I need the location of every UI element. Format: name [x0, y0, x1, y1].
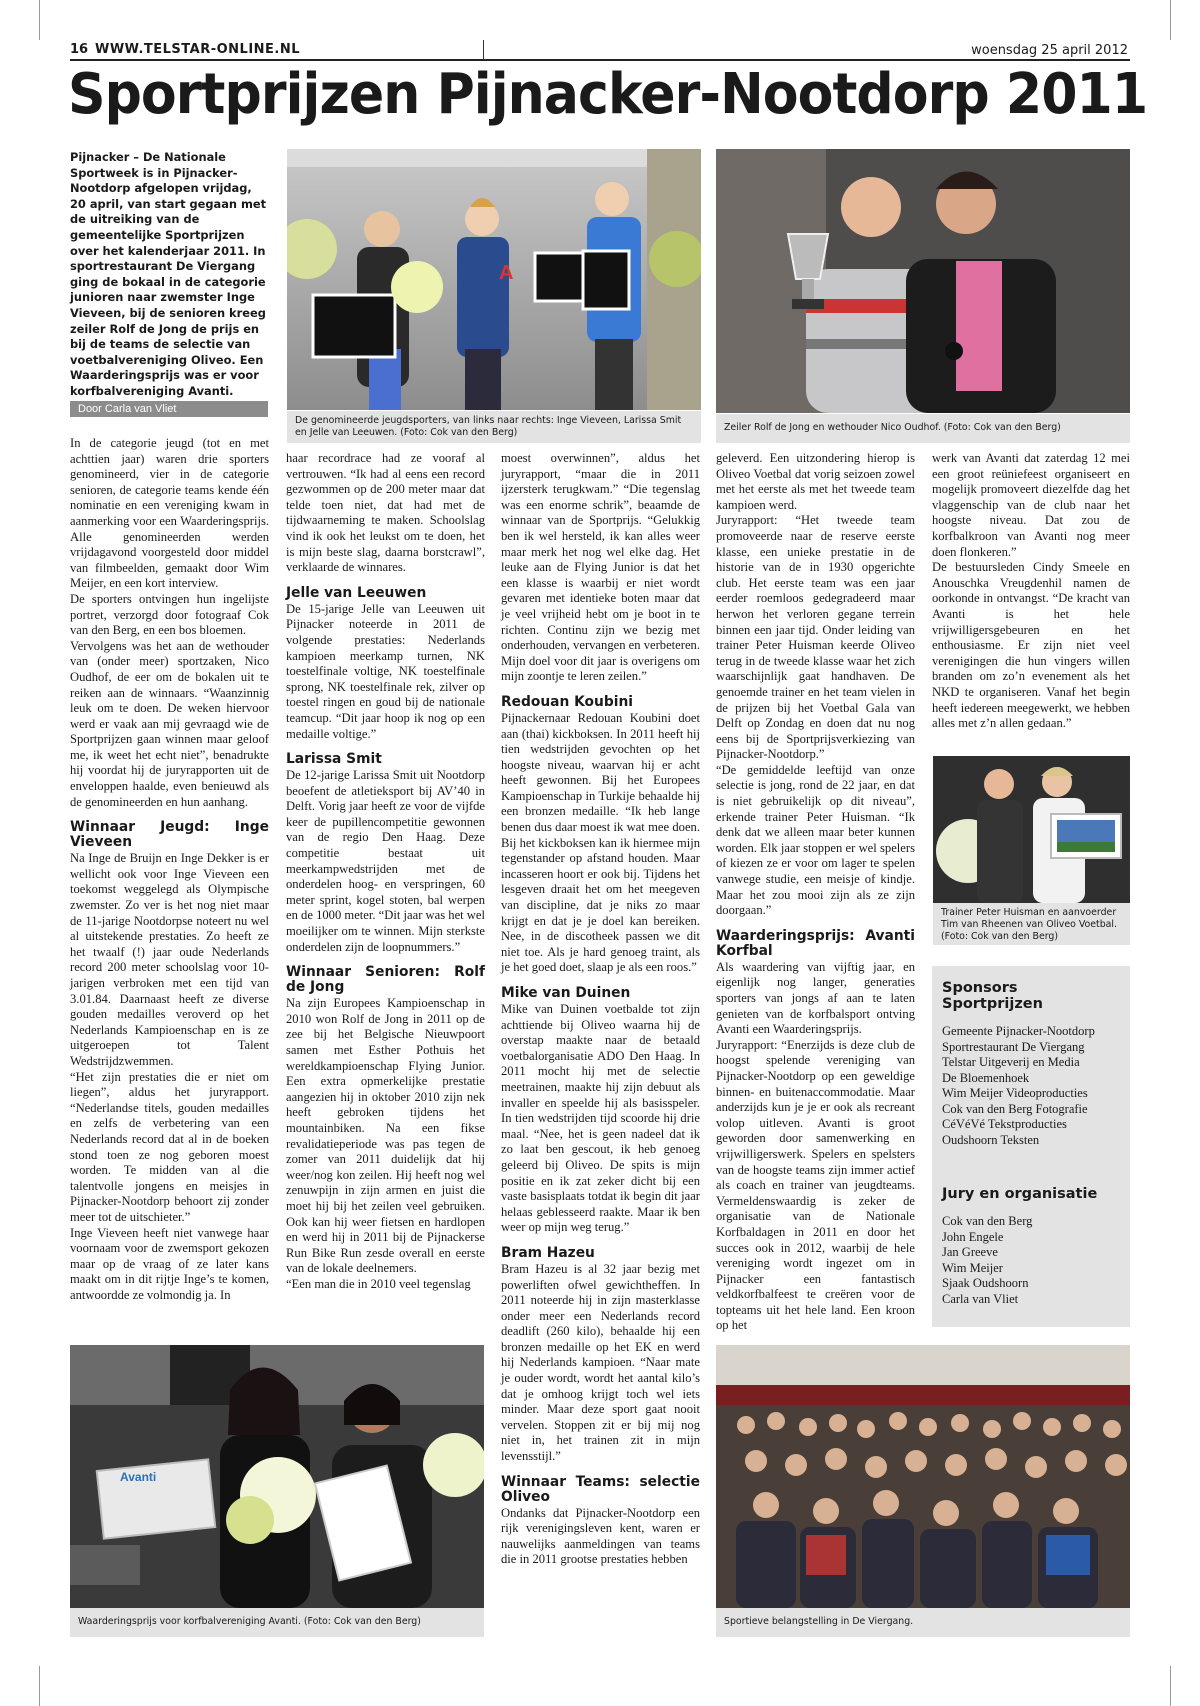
caption-youth-nominees: De genomineerde jeugdsporters, van links naar rechts: Inge Vieveen, Larissa Smit en Jelle van Leeuwen. (Foto: Cok van den Berg) — [287, 411, 701, 443]
article-column-5 — [932, 451, 1130, 732]
paragraph: geleverd. Een uitzondering hierop is Oliveo Voetbal dat vorig seizoen zowel met het eerste als met het tweede team kampioen werd. — [716, 451, 915, 512]
subheading-winnaar-jeugd: Winnaar Jeugd: Inge Vieveen — [70, 819, 269, 851]
avanti-sign-text: Avanti — [120, 1470, 157, 1484]
jury-box — [932, 1172, 1130, 1327]
issue-date: woensdag 25 april 2012 — [971, 43, 1128, 58]
paragraph: Pijnackernaar Redouan Koubini doet aan (thai) kickboksen. In 2011 heeft hij tien wedstrijden gevochten op het hoogste niveau, waarvan hij er acht heeft gewonnen. Bij het Europees Kampioenschap in Turkije behaalde hij een bronzen medaille. “Ik heb lange benen dus daar moest ik wat mee doen. Bij het kickboksen kan ik hiermee mijn tegenstander op afstand houden. Maar incasseren hoort er ook bij. Tijdens het lesgeven draait het om het meegeven van discipline, dat je niks zo maar krijgt en dat je je doel kan bereiken. Nee, in de discotheek passen we dit niet toe. Als je hard genoeg traint, als je het goed doet, slaap je als een roos.” — [501, 710, 700, 975]
caption-oliveo-trainer: Trainer Peter Huisman en aanvoerder Tim van Rheenen van Oliveo Voetbal. (Foto: Cok van den Berg) — [933, 903, 1130, 945]
paragraph: De 15-jarige Jelle van Leeuwen uit Pijnacker noteerde in 2011 de volgende prestaties: Nederlands kampioen meerkamp turnen, NK toestelfinale voltige, NK toestelfinale sprong, NK toestelfinale rek, zilver op toestel ringen en goud bij de nationale teamcup. “Dit jaar hoop ik nog op een medaille voltige.” — [286, 601, 485, 741]
jury-title: Jury en organisatie — [942, 1186, 1098, 1202]
jury-item: Wim Meijer — [942, 1260, 1003, 1275]
sponsors-box — [932, 966, 1130, 1186]
paragraph: Na zijn Europees Kampioenschap in 2010 won Rolf de Jong in 2011 op de zee bij het Belgische Nieuwpoort samen met Esther Pothuis het wereldkampioenschap Flying Junior. Een extra opmerkelijke prestatie aangezien hij in oktober 2010 zijn nek heeft gebroken tijdens het mountainbiken. Na een fikse revalidatieperiode was pas tegen de zomer van 2011 duidelijk dat hij weer/nog kon zeilen. Hij heeft nog wel zenuwpijn in zijn armen en juist die moet hij bij het zeilen veel gebruiken. Ook kan hij weer fietsen en hardlopen en werd hij in 2011 bij de Pijnackerse Run Bike Run zesde overall en eerste van de lokale deelnemers. — [286, 996, 485, 1276]
paragraph: Juryrapport: “Enerzijds is deze club de hoogst spelende vereniging van Pijnacker-Nootdorp op een geweldige binnen- en buitenaccommodatie. Maar anderzijds kun je je er ook als recreant volop uitleven. Avanti is groot geworden door samenwerking en vrijwilligerswerk. Spelers en spelsters van de hoogste teams zijn immer actief als coach en trainer van jeugdteams. Vermeldenswaardig is zeker de organisatie van de Nationale Korfbaldagen in 2011 en door het succes ook in 2012, waarbij de hele vereniging wordt ingezet om in Pijnacker een fantastisch veldkorfbalfeest te creëren voor de topteams uit het hele land. Een kroon op het — [716, 1037, 915, 1333]
paragraph: Na Inge de Bruijn en Inge Dekker is er wellicht ook voor Inge Vieveen een toekomst weggelegd als Olympische zwemster. Zo ver is het nog niet maar de 11-jarige Nootdorpse noteert nu wel al uitstekende prestaties. Zo heeft ze het twaalf (!) jaar oude Nederlands record 200 meter schoolslag voor 10-jarigen verbroken met een tijd van 3.01.84. Daarnaast heeft ze diverse gouden medailles veroverd op het Nederlands Kampioenschap en is ze uitgeroepen tot Talent Wedstrijdzwemmen. — [70, 851, 269, 1068]
photo-rolf-de-jong — [716, 149, 1130, 413]
caption-rolf-de-jong: Zeiler Rolf de Jong en wethouder Nico Oudhof. (Foto: Cok van den Berg) — [716, 414, 1130, 443]
paragraph: werk van Avanti dat zaterdag 12 mei een groot reüniefeest organiseert en mogelijk promoveert diezelfde dag het vlaggenschip van de club naar het hoogste niveau. Dat zou de korfbalkroon van Avanti nog meer doen flonkeren.” — [932, 451, 1130, 559]
jury-item: Cok van den Berg — [942, 1214, 1033, 1228]
svg-text:A: A — [499, 262, 514, 284]
page-number: 16 — [70, 42, 89, 57]
paragraph: De bestuursleden Cindy Smeele en Anouschka Vreugdenhil namen de oorkonde in ontvangst. “De kracht van Avanti is het hele vrijwilligersgebeuren en het enthousiasme. Er zijn niet veel verenigingen die hun vingers willen branden om zo’n evenement als het NKD te organiseren. Vanaf het begin heeft iedereen meegewerkt, we hebben alles met z’n allen gedaan.” — [932, 560, 1130, 731]
sponsor-item: Telstar Uitgeverij en Media — [942, 1055, 1080, 1069]
paragraph: “Het zijn prestaties die er niet om liegen”, aldus het juryrapport. “Nederlandse titels, gouden medailles en zelfs de verbetering van een Nederlands record dat al in de boeken stond toen ze nog geboren moest worden. Te midden van al die talentvolle jongens en meisjes in Pijnacker-Nootdorp behoort zij zonder meer tot de uitschieter.” — [70, 1069, 269, 1224]
sponsor-item: Cok van den Berg Fotografie — [942, 1101, 1088, 1116]
photo-avanti-award — [70, 1345, 484, 1608]
caption-avanti-award: Waarderingsprijs voor korfbalvereniging Avanti. (Foto: Cok van den Berg) — [70, 1608, 484, 1637]
sponsors-title: Sponsors Sportprijzen — [942, 980, 1043, 1012]
caption-audience: Sportieve belangstelling in De Viergang. — [716, 1608, 1130, 1637]
photo-audience — [716, 1345, 1130, 1608]
paragraph: De 12-jarige Larissa Smit uit Nootdorp beoefent de atletieksport bij AV’40 in Delft. Vorig jaar heeft ze voor de vijfde keer de pupillencompetitie gewonnen van de regio Den Haag. Deze competitie bestaat uit meerkampwedstrijden met de onderdelen hoog- en verspringen, 60 meter sprint, kogel stoten, bal werpen en de 1000 meter. “Dit jaar was het wel moeilijker om te winnen. Mijn sterkste onderdelen zijn de loopnummers.” — [286, 768, 485, 954]
article-column-4 — [716, 451, 915, 1334]
jury-item: Sjaak Oudshoorn — [942, 1276, 1029, 1290]
subheading-larissa-smit: Larissa Smit — [286, 751, 382, 768]
paragraph: Juryrapport: “Het tweede team promoveerde naar de reserve eerste klasse, een unieke prestatie in de historie van de in 1930 opgerichte club. Het eerste team was een jaar eerder roemloos gedegradeerd maar herwon het verloren gegane terrein binnen een jaar tijd. Onder leiding van trainer Peter Huisman keerde Oliveo terug in de tweede klasse waar het zich waarschijnlijk gaat handhaven. De genoemde trainer en het team vielen in de prijzen bij het Voetbal Gala van Delft op Zondag en doen dat nu nog eens bij de Sportprijsverkiezing van Pijnacker-Nootdorp.” — [716, 513, 915, 762]
sponsor-item: Oudshoorn Teksten — [942, 1132, 1040, 1147]
jury-item: Jan Greeve — [942, 1245, 998, 1259]
subheading-winnaar-teams: Winnaar Teams: selectie Oliveo — [501, 1473, 700, 1505]
sponsor-item: CéVéVé Tekstproducties — [942, 1117, 1067, 1131]
sponsor-item: De Bloemenhoek — [942, 1070, 1030, 1085]
sponsor-item: Sportrestaurant De Viergang — [942, 1039, 1085, 1054]
paragraph: “Een man die in 2010 veel tegenslag — [286, 1276, 471, 1291]
page-title: Sportprijzen Pijnacker-Nootdorp 2011 — [68, 62, 1148, 127]
subheading-bram-hazeu: Bram Hazeu — [501, 1244, 595, 1261]
paragraph: Bram Hazeu is al 32 jaar bezig met powerliften ofwel gewichtheffen. In 2011 noteerde hij in zijn masterklasse onder meer een Nederlands record deadlift (260 kilo), behaalde hij een bronzen medaille op het EK en werd hij Nederlands kampioen. “Naar mate je ouder wordt, wordt het aantal kilo’s dat je omhoog krijgt toch wel iets minder. Maar deze sport gaat nooit vervelen. Stoppen zit er bij mij nog niet in, het trainen zit in mijn levensstijl.” — [501, 1261, 700, 1464]
article-column-1 — [70, 436, 269, 1303]
photo-oliveo-trainer — [933, 756, 1130, 903]
photo-youth-nominees — [287, 149, 701, 410]
paragraph: haar recordrace had ze vooraf al vertrouwen. “Ik had al eens een record gezwommen op de 200 meter maar dat telde toen niet, dat had met de tijdwaarneming te maken. Schoolslag vind ik ook het leukst om te doen, het is mijn beste slag, daarna borstcrawl”, verklaarde de winnares. — [286, 451, 485, 575]
paragraph: “De gemiddelde leeftijd van onze selectie is jong, rond de 22 jaar, en dat is niet gebruikelijk op dit niveau”, erkende trainer Peter Huisman. “Ik denk dat we alleen maar beter kunnen worden. Elk jaar stoppen er wel spelers of kiezen ze er voor om lager te spelen vanwege studie, een meisje of kindje. Maar het zou mooi zijn als ze zijn doorgaan.” — [716, 762, 915, 918]
article-column-2 — [286, 451, 485, 1293]
header-rule — [70, 59, 1130, 61]
jury-item: John Engele — [942, 1229, 1004, 1244]
subheading-waarderingsprijs: Waarderingsprijs: Avanti Korfbal — [716, 927, 915, 959]
paragraph: De sporters ontvingen hun ingelijste portret, verzorgd door fotograaf Cok van den Berg, en een bos bloemen. — [70, 591, 269, 638]
sponsor-item: Wim Meijer Videoproducties — [942, 1086, 1088, 1100]
paragraph: In de categorie jeugd (tot en met achttien jaar) waren drie sporters genomineerd, vier in de categorie senioren, de categorie teams kende één nominatie en een vereniging kwam in aanmerking voor een Waarderingsprijs. Alle genomineerden werden vrijdagavond voorgesteld door middel van filmbeelden, gemaakt door Wim Meijer, en een kort interview. — [70, 436, 269, 591]
paragraph: Vervolgens was het aan de wethouder van (onder meer) sportzaken, Nico Oudhof, de eer om de bokalen uit te reiken aan de winnaars. “Waanzinnig leuk om te doen. De weken hiervoor werd er vaak aan mij gevraagd wie de Sportprijzen gaan winnen maar geloof me, ik weet het echt niet”, benadrukte hij voordat hij de juryrapporten uit de enveloppen haalde, even benieuwd als de genomineerden en hun aanhang. — [70, 638, 269, 809]
intro-paragraph: Pijnacker – De Nationale Sportweek is in Pijnacker-Nootdorp afgelopen vrijdag, 20 april, van start gegaan met de uitreiking van de gemeentelijke Sportprijzen over het kalenderjaar 2011. In sportrestaurant De Viergang ging de bokaal in de categorie junioren naar zwemster Inge Vieveen, bij de senioren kreeg zeiler Rolf de Jong de prijs en bij de teams de selectie van voetbalvereniging Oliveo. Een Waarderingsprijs was er voor korfbalvereniging Avanti. — [70, 150, 267, 398]
paragraph: Ondanks dat Pijnacker-Nootdorp een rijk verenigingsleven kent, waren er nauwelijks aanmeldingen van teams die in 2011 grootse prestaties hebben — [501, 1505, 700, 1567]
subheading-redouan-koubini: Redouan Koubini — [501, 693, 633, 710]
byline: Door Carla van Vliet — [70, 401, 268, 417]
paragraph: Mike van Duinen voetbalde tot zijn achttiende bij Oliveo waarna hij de overstap maakte naar de betaald voetbalorganisatie ADO Den Haag. In 2011 mocht hij met de selectie meetrainen, maakte hij zijn debuut als invaller en speelde hij als basisspeler. In tien wedstrijden tijd scoorde hij drie maal. “Nee, het is geen nadeel dat ik zo laat ben gescout, ik heb genoeg geleerd bij Oliveo. De spits is mijn positie en ik zat zeker dicht bij een vaste basisplaats totdat ik begin dit jaar helaas geblesseerd raakte. Maar ik ben weer op mijn weg terug.” — [501, 1002, 700, 1235]
header-divider — [483, 40, 484, 60]
subheading-winnaar-senioren: Winnaar Senioren: Rolf de Jong — [286, 964, 485, 996]
paragraph: Als waardering van vijftig jaar, en eigenlijk nog langer, generaties sporters van jongs af aan te laten genieten van de korfbalsport ontving Avanti een Waarderingsprijs. — [716, 959, 915, 1037]
site-url[interactable]: WWW.TELSTAR-ONLINE.NL — [95, 42, 301, 57]
subheading-mike-van-duinen: Mike van Duinen — [501, 985, 631, 1001]
sponsor-item: Gemeente Pijnacker-Nootdorp — [942, 1024, 1095, 1038]
article-column-3 — [501, 451, 700, 1568]
paragraph: moest overwinnen”, aldus het juryrapport, “maar die in 2011 ijzersterk terugkwam.” “Die tegenslag was een enorme schrik”, beaamde de winnaar van de Sportprijs. “Gelukkig ben ik wel hersteld, ik kan alles weer maar merk het nog wel elke dag. Het leuke aan de Flying Junior is dat het een klasse is waarbij er niet wordt gevaren met identieke boten maar dat je veel vrijheid hebt om je boot in te richten. Continu zijn we bezig met onderhouden, vervangen en verbeteren. Mijn doel voor dit jaar is overigens om mijn zoontje te leren zeilen.” — [501, 451, 700, 684]
jury-item: Carla van Vliet — [942, 1291, 1019, 1306]
paragraph: Inge Vieveen heeft niet vanwege haar voornaam voor de zwemsport gekozen maar op de vraag of ze later kans maakt om in dit rijtje Inge’s te komen, antwoordde ze volmondig ja. In — [70, 1225, 269, 1302]
subheading-jelle-van-leeuwen: Jelle van Leeuwen — [286, 584, 427, 601]
